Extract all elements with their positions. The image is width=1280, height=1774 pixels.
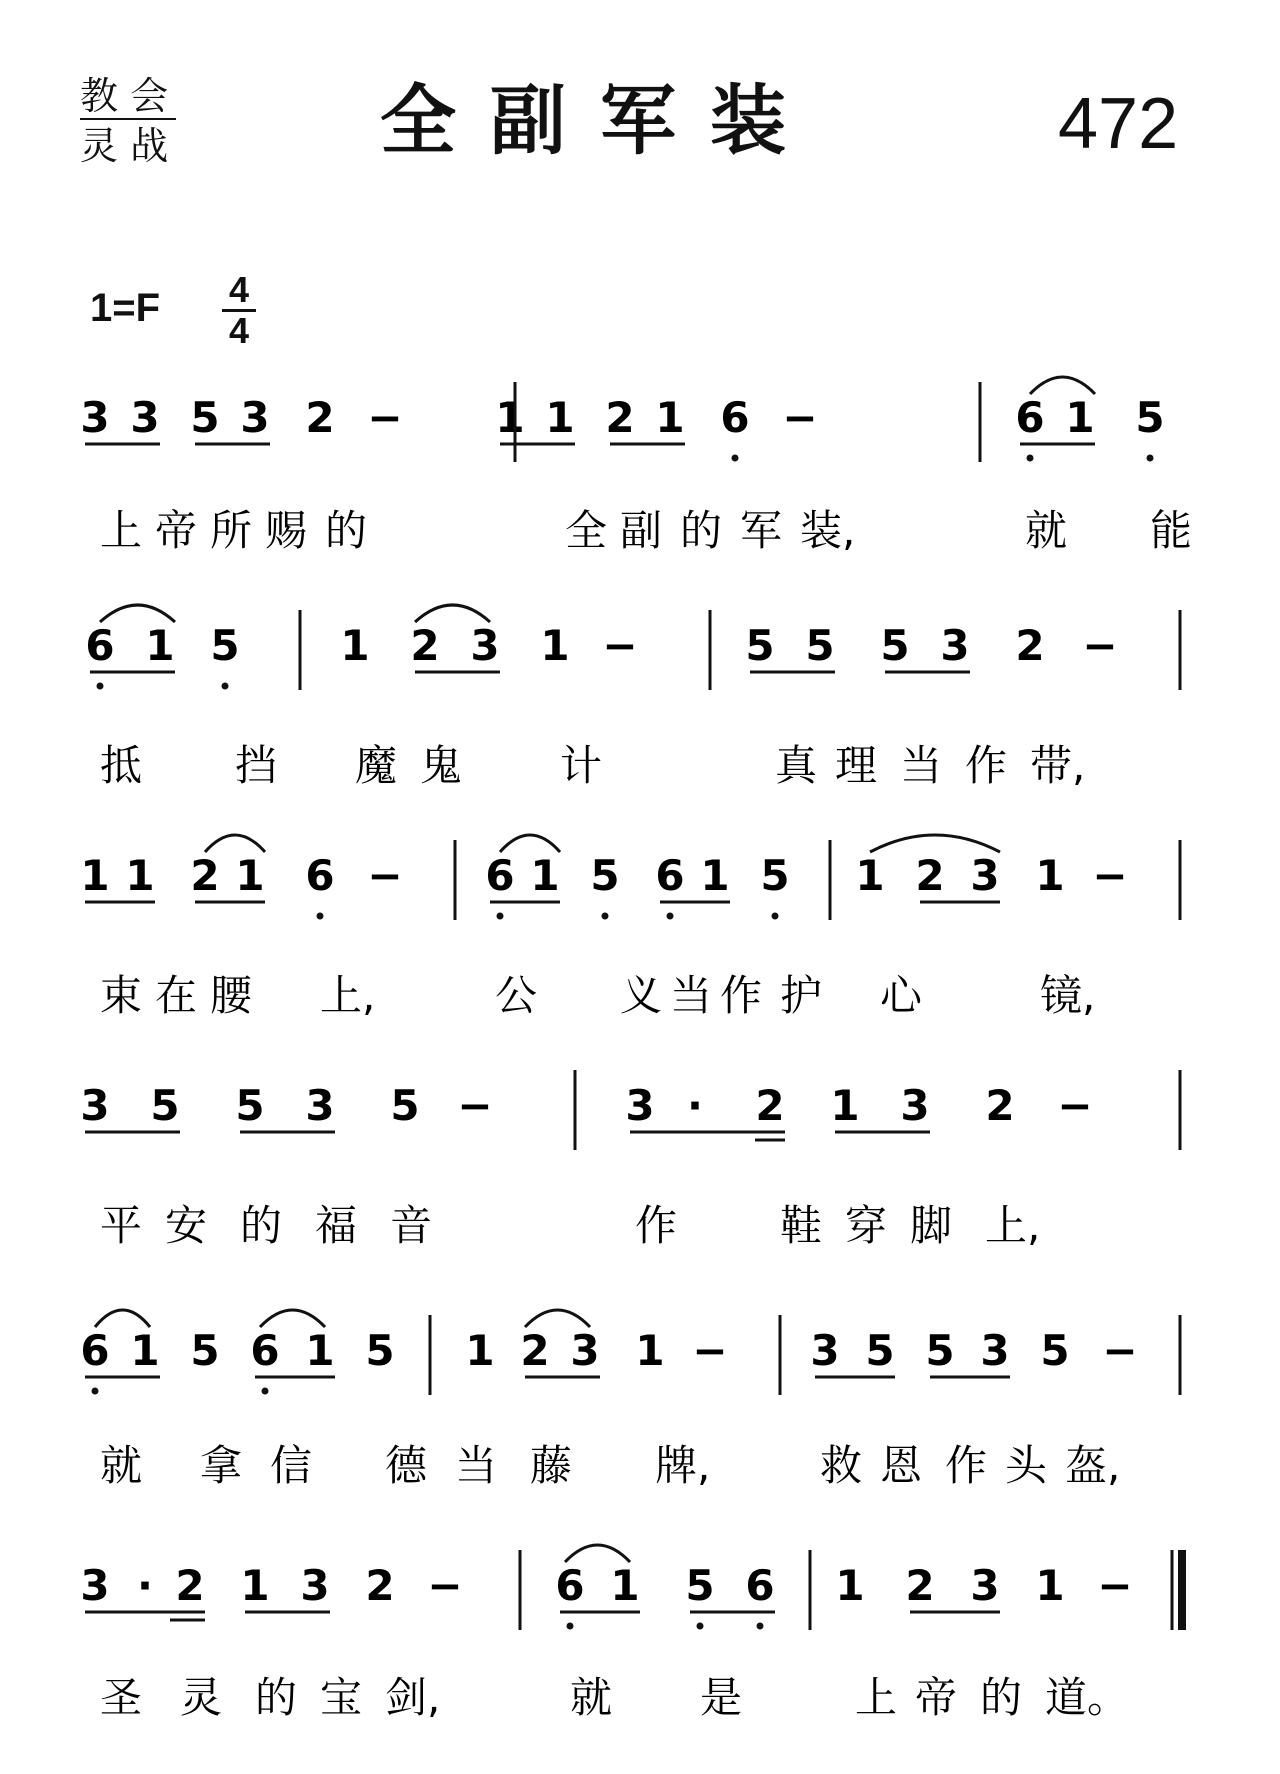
hymn-title: 全副军装	[380, 76, 820, 165]
octave-dot	[567, 1623, 574, 1630]
note: 5	[210, 621, 240, 670]
note: 2	[365, 1561, 395, 1610]
note: 5	[685, 1561, 715, 1610]
lyric-syllable: 就	[570, 1673, 613, 1722]
note: 6	[555, 1561, 585, 1610]
lyric-syllable: 鞋	[780, 1201, 823, 1250]
octave-dot	[97, 683, 104, 690]
note: 1	[340, 621, 370, 670]
lyric-syllable: 信	[270, 1441, 313, 1490]
lyric-syllable: 福	[315, 1201, 358, 1250]
note: 6	[745, 1561, 775, 1610]
note: 1	[530, 851, 560, 900]
note: 1	[1035, 1561, 1065, 1610]
lyric-syllable: 军	[740, 506, 783, 555]
lyric-syllable: 藤	[530, 1441, 573, 1490]
lyric-syllable: 所	[210, 506, 253, 555]
slur	[260, 1310, 325, 1327]
lyric-syllable: 全	[565, 506, 608, 555]
dash-mark: −	[457, 1081, 493, 1130]
note: 2	[985, 1081, 1015, 1130]
note: 5	[760, 851, 790, 900]
note: 3	[80, 1561, 110, 1610]
slur	[500, 835, 560, 852]
dot-mark: ·	[687, 1081, 703, 1130]
lyric-syllable: 恩	[880, 1441, 923, 1490]
octave-dot	[772, 913, 779, 920]
note: 1	[235, 851, 265, 900]
time-signature-bottom: 4	[228, 310, 250, 351]
lyric-syllable: 的	[325, 506, 368, 555]
note: 1	[125, 851, 155, 900]
lyric-syllable: 腰	[210, 971, 253, 1020]
note: 1	[830, 1081, 860, 1130]
note: 5	[190, 393, 220, 442]
dash-mark: −	[782, 393, 818, 442]
dash-mark: −	[367, 393, 403, 442]
note: 6	[485, 851, 515, 900]
note: 3	[300, 1561, 330, 1610]
note: 2	[175, 1561, 205, 1610]
note: 1	[835, 1561, 865, 1610]
dash-mark: −	[427, 1561, 463, 1610]
lyric-syllable: 的	[255, 1673, 298, 1722]
note: 5	[390, 1081, 420, 1130]
lyric-syllable: 副	[620, 506, 663, 555]
note: 3	[980, 1326, 1010, 1375]
note: 2	[755, 1081, 785, 1130]
lyric-syllable: 上	[100, 506, 143, 555]
note: 6	[655, 851, 685, 900]
note: 5	[590, 851, 620, 900]
lyric-syllable: 在	[155, 971, 198, 1020]
lyric-syllable: 音	[390, 1201, 433, 1250]
note: 1	[700, 851, 730, 900]
lyric-syllable: 当	[670, 971, 713, 1020]
lyric-syllable: 作	[635, 1201, 678, 1250]
lyric-syllable: 上	[855, 1673, 898, 1722]
slur	[205, 835, 265, 852]
lyric-syllable: 护	[780, 971, 823, 1020]
note: 1	[465, 1326, 495, 1375]
note: 1	[80, 851, 110, 900]
lyric-syllable: 圣	[100, 1673, 143, 1722]
lyric-syllable: 救	[820, 1441, 863, 1490]
note: 1	[1065, 393, 1095, 442]
note: 2	[190, 851, 220, 900]
lyric-syllable: 宝	[320, 1673, 363, 1722]
note: 3	[470, 621, 500, 670]
lyric-syllable: 魔	[355, 741, 398, 790]
octave-dot	[262, 1388, 269, 1395]
slur	[1030, 377, 1095, 394]
note: 6	[85, 621, 115, 670]
octave-dot	[92, 1388, 99, 1395]
lyric-syllable: 上,	[320, 971, 376, 1020]
lyric-syllable: 帝	[915, 1673, 958, 1722]
lyric-syllable: 当	[455, 1441, 498, 1490]
octave-dot	[1027, 455, 1034, 462]
slur	[415, 605, 490, 622]
category-bottom: 灵 战	[80, 124, 169, 168]
lyric-syllable: 就	[1025, 506, 1068, 555]
dash-mark: −	[1057, 1081, 1093, 1130]
lyric-syllable: 带,	[1030, 741, 1086, 790]
lyric-syllable: 镜,	[1040, 971, 1096, 1020]
octave-dot	[602, 913, 609, 920]
note: 2	[410, 621, 440, 670]
lyric-syllable: 剑,	[385, 1673, 441, 1722]
note: 6	[305, 851, 335, 900]
note: 2	[305, 393, 335, 442]
lyric-syllable: 作	[720, 971, 763, 1020]
note: 3	[240, 393, 270, 442]
octave-dot	[317, 913, 324, 920]
lyric-syllable: 安	[165, 1201, 208, 1250]
note: 3	[940, 621, 970, 670]
note: 6	[1015, 393, 1045, 442]
note: 3	[130, 393, 160, 442]
note: 5	[235, 1081, 265, 1130]
note: 5	[745, 621, 775, 670]
lyric-syllable: 帝	[155, 506, 198, 555]
lyric-syllable: 的	[980, 1673, 1023, 1722]
note: 3	[80, 393, 110, 442]
octave-dot	[497, 913, 504, 920]
lyric-syllable: 能	[1150, 506, 1193, 555]
lyric-syllable: 理	[835, 741, 878, 790]
note: 1	[540, 621, 570, 670]
lyric-syllable: 上,	[985, 1201, 1041, 1250]
dash-mark: −	[1092, 851, 1128, 900]
lyric-syllable: 抵	[100, 741, 143, 790]
note: 5	[1135, 393, 1165, 442]
lyric-syllable: 德	[385, 1441, 428, 1490]
note: 1	[655, 393, 685, 442]
note: 3	[80, 1081, 110, 1130]
dash-mark: −	[602, 621, 638, 670]
note: 5	[805, 621, 835, 670]
dash-mark: −	[692, 1326, 728, 1375]
lyric-syllable: 公	[495, 971, 538, 1020]
note: 3	[970, 851, 1000, 900]
key-signature: 1=F	[90, 286, 161, 330]
note: 5	[150, 1081, 180, 1130]
lyric-syllable: 赐	[265, 506, 308, 555]
lyric-syllable: 灵	[180, 1673, 223, 1722]
note: 6	[80, 1326, 110, 1375]
dash-mark: −	[367, 851, 403, 900]
dot-mark: ·	[137, 1561, 153, 1610]
note: 1	[545, 393, 575, 442]
note: 5	[190, 1326, 220, 1375]
lyric-syllable: 平	[100, 1201, 143, 1250]
lyric-syllable: 的	[680, 506, 723, 555]
note: 1	[130, 1326, 160, 1375]
time-signature-top: 4	[228, 269, 250, 310]
note: 2	[605, 393, 635, 442]
octave-dot	[667, 913, 674, 920]
note: 1	[855, 851, 885, 900]
lyric-syllable: 真	[775, 741, 818, 790]
lyric-syllable: 计	[560, 741, 603, 790]
octave-dot	[1147, 455, 1154, 462]
lyric-syllable: 装,	[800, 506, 856, 555]
lyric-syllable: 穿	[845, 1201, 888, 1250]
slur	[100, 605, 175, 622]
lyric-syllable: 头	[1005, 1441, 1048, 1490]
note: 1	[145, 621, 175, 670]
lyric-syllable: 的	[240, 1201, 283, 1250]
dash-mark: −	[1082, 621, 1118, 670]
note: 1	[635, 1326, 665, 1375]
slur	[870, 835, 1000, 852]
lyric-syllable: 挡	[235, 741, 278, 790]
slur	[525, 1310, 590, 1327]
lyric-syllable: 作	[945, 1441, 988, 1490]
note: 1	[1035, 851, 1065, 900]
note: 6	[250, 1326, 280, 1375]
slur	[565, 1545, 630, 1562]
note: 3	[970, 1561, 1000, 1610]
note: 2	[915, 851, 945, 900]
category-top: 教 会	[80, 74, 169, 118]
note: 5	[1040, 1326, 1070, 1375]
octave-dot	[697, 1623, 704, 1630]
lyric-syllable: 束	[100, 971, 143, 1020]
note: 1	[305, 1326, 335, 1375]
note: 3	[570, 1326, 600, 1375]
note: 5	[880, 621, 910, 670]
lyric-syllable: 道。	[1045, 1673, 1130, 1722]
note: 5	[925, 1326, 955, 1375]
note: 3	[305, 1081, 335, 1130]
lyric-syllable: 是	[700, 1673, 743, 1722]
note: 1	[240, 1561, 270, 1610]
dash-mark: −	[1097, 1561, 1133, 1610]
lyric-syllable: 盔,	[1065, 1441, 1121, 1490]
note: 2	[520, 1326, 550, 1375]
lyric-syllable: 就	[100, 1441, 143, 1490]
dash-mark: −	[1102, 1326, 1138, 1375]
octave-dot	[732, 455, 739, 462]
note: 3	[625, 1081, 655, 1130]
note: 5	[865, 1326, 895, 1375]
note: 3	[900, 1081, 930, 1130]
lyric-syllable: 当	[900, 741, 943, 790]
lyric-syllable: 鬼	[420, 741, 463, 790]
note: 2	[905, 1561, 935, 1610]
octave-dot	[222, 683, 229, 690]
lyric-syllable: 脚	[910, 1201, 953, 1250]
octave-dot	[757, 1623, 764, 1630]
hymn-number: 472	[1058, 84, 1179, 164]
note: 1	[495, 393, 525, 442]
lyric-syllable: 义	[620, 971, 663, 1020]
lyric-syllable: 心	[880, 971, 923, 1020]
note: 5	[365, 1326, 395, 1375]
lyric-syllable: 拿	[200, 1441, 243, 1490]
lyric-syllable: 作	[965, 741, 1008, 790]
note: 1	[610, 1561, 640, 1610]
note: 2	[1015, 621, 1045, 670]
note: 6	[720, 393, 750, 442]
note: 3	[810, 1326, 840, 1375]
lyric-syllable: 牌,	[655, 1441, 711, 1490]
slur	[95, 1310, 150, 1327]
